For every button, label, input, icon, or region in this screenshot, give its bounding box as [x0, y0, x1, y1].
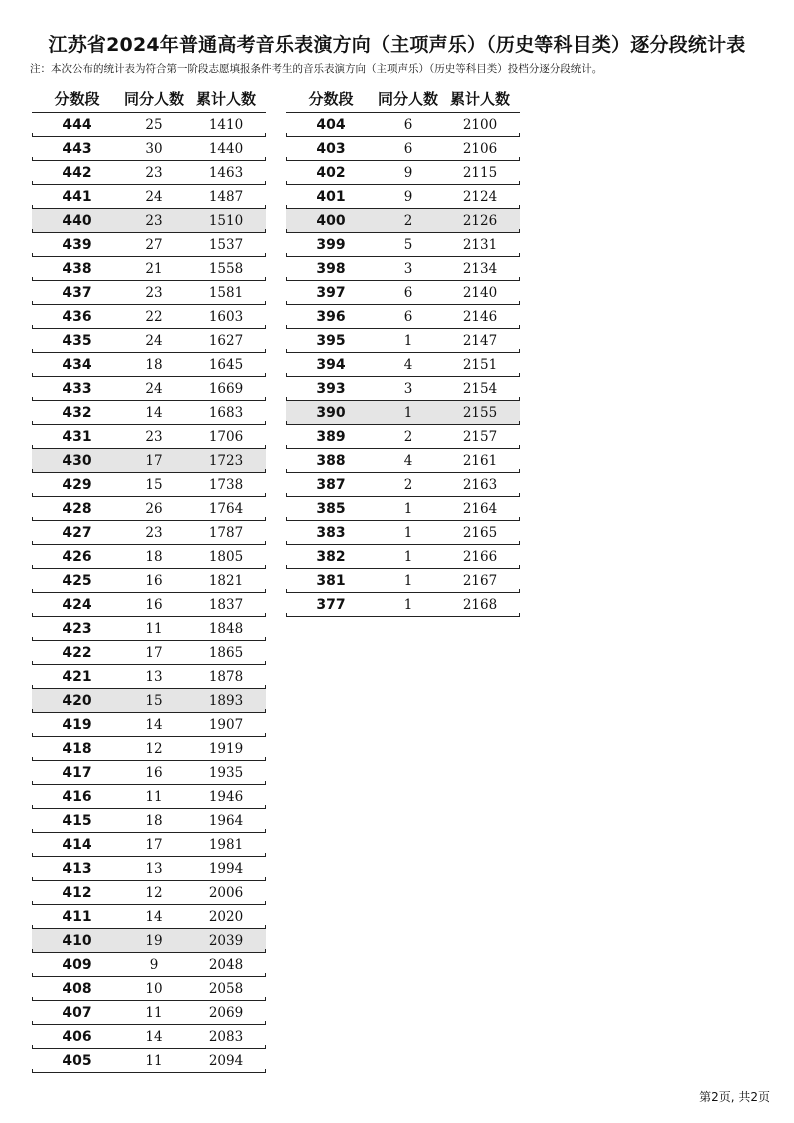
table-row: [286, 521, 520, 545]
cumulative-cell: 2069: [208, 1004, 244, 1021]
score-cell: 431: [62, 428, 92, 445]
table-row: [32, 185, 266, 209]
cumulative-cell: 1805: [208, 548, 244, 565]
header-cumulative: 累计人数: [449, 89, 510, 108]
table-header: [32, 84, 266, 113]
cumulative-cell: 1627: [208, 332, 244, 349]
cumulative-cell: 2094: [208, 1052, 244, 1069]
score-cell: 422: [62, 644, 92, 661]
score-cell: 442: [62, 164, 92, 181]
count-cell: 25: [145, 116, 163, 133]
cumulative-cell: 1440: [208, 140, 244, 157]
cumulative-cell: 1935: [208, 764, 244, 781]
score-cell: 389: [316, 428, 346, 445]
table-body: [32, 113, 266, 1073]
table-row: [32, 857, 266, 881]
table-row: [286, 161, 520, 185]
table-row: [32, 905, 266, 929]
table-row: [32, 449, 266, 473]
score-cell: 401: [316, 188, 346, 205]
score-cell: 429: [62, 476, 92, 493]
table-row: [32, 569, 266, 593]
score-cell: 387: [316, 476, 346, 493]
score-cell: 409: [62, 956, 92, 973]
table-row: [32, 137, 266, 161]
table-row: [32, 401, 266, 425]
header-score: 分数段: [308, 89, 354, 108]
count-cell: 14: [145, 716, 163, 733]
count-cell: 9: [403, 188, 413, 205]
table-row: [286, 401, 520, 425]
score-cell: 410: [62, 932, 92, 949]
table-row: [286, 281, 520, 305]
score-cell: 412: [62, 884, 92, 901]
cumulative-cell: 2147: [462, 332, 498, 349]
table-row: [286, 545, 520, 569]
count-cell: 2: [403, 428, 413, 445]
cumulative-cell: 2168: [462, 596, 498, 613]
cumulative-cell: 1878: [208, 668, 244, 685]
cumulative-cell: 1787: [208, 524, 244, 541]
score-cell: 388: [316, 452, 346, 469]
table-row: [286, 473, 520, 497]
count-cell: 1: [403, 524, 413, 541]
count-cell: 1: [403, 548, 413, 565]
cumulative-cell: 2048: [208, 956, 244, 973]
score-cell: 440: [62, 212, 92, 229]
count-cell: 2: [403, 476, 413, 493]
score-cell: 420: [62, 692, 92, 709]
cumulative-cell: 2100: [462, 116, 498, 133]
table-row: [286, 329, 520, 353]
table-row: [32, 761, 266, 785]
table-row: [32, 233, 266, 257]
count-cell: 2: [403, 212, 413, 229]
count-cell: 16: [145, 572, 163, 589]
count-cell: 27: [145, 236, 163, 253]
score-cell: 426: [62, 548, 92, 565]
table-row: [32, 1049, 266, 1073]
score-cell: 383: [316, 524, 346, 541]
count-cell: 11: [145, 1004, 163, 1021]
count-cell: 24: [145, 332, 163, 349]
score-cell: 405: [62, 1052, 92, 1069]
score-table-left: [32, 84, 266, 1073]
cumulative-cell: 2164: [462, 500, 498, 517]
score-cell: 444: [62, 116, 92, 133]
count-cell: 30: [145, 140, 163, 157]
table-row: [32, 977, 266, 1001]
cumulative-cell: 1723: [208, 452, 244, 469]
count-cell: 6: [403, 284, 413, 301]
table-row: [32, 281, 266, 305]
table-row: [32, 785, 266, 809]
table-row: [286, 185, 520, 209]
table-header: [286, 84, 520, 113]
score-cell: 419: [62, 716, 92, 733]
table-row: [32, 689, 266, 713]
count-cell: 9: [403, 164, 413, 181]
score-cell: 402: [316, 164, 346, 181]
count-cell: 3: [403, 380, 413, 397]
score-cell: 438: [62, 260, 92, 277]
table-row: [32, 953, 266, 977]
count-cell: 1: [403, 572, 413, 589]
table-row: [286, 593, 520, 617]
score-cell: 408: [62, 980, 92, 997]
cumulative-cell: 2151: [462, 356, 498, 373]
cumulative-cell: 1510: [208, 212, 244, 229]
table-row: [286, 113, 520, 137]
count-cell: 5: [403, 236, 413, 253]
cumulative-cell: 2020: [208, 908, 244, 925]
count-cell: 11: [145, 620, 163, 637]
count-cell: 18: [145, 548, 163, 565]
count-cell: 16: [145, 764, 163, 781]
header-score: 分数段: [54, 89, 100, 108]
count-cell: 1: [403, 596, 413, 613]
table-row: [286, 305, 520, 329]
cumulative-cell: 2157: [462, 428, 498, 445]
cumulative-cell: 1603: [208, 308, 244, 325]
count-cell: 23: [145, 428, 163, 445]
table-row: [32, 209, 266, 233]
cumulative-cell: 1764: [208, 500, 244, 517]
cumulative-cell: 1463: [208, 164, 244, 181]
table-row: [286, 425, 520, 449]
count-cell: 6: [403, 140, 413, 157]
table-row: [32, 257, 266, 281]
count-cell: 9: [149, 956, 159, 973]
cumulative-cell: 1837: [208, 596, 244, 613]
table-row: [286, 137, 520, 161]
cumulative-cell: 2039: [208, 932, 244, 949]
count-cell: 17: [145, 452, 163, 469]
table-row: [286, 497, 520, 521]
count-cell: 26: [145, 500, 163, 517]
count-cell: 14: [145, 404, 163, 421]
count-cell: 23: [145, 164, 163, 181]
score-cell: 435: [62, 332, 92, 349]
cumulative-cell: 2166: [462, 548, 498, 565]
cumulative-cell: 2106: [462, 140, 498, 157]
table-row: [286, 233, 520, 257]
score-cell: 421: [62, 668, 92, 685]
score-cell: 437: [62, 284, 92, 301]
count-cell: 23: [145, 212, 163, 229]
score-cell: 416: [62, 788, 92, 805]
score-cell: 385: [316, 500, 346, 517]
cumulative-cell: 1821: [208, 572, 244, 589]
count-cell: 12: [145, 740, 163, 757]
count-cell: 1: [403, 404, 413, 421]
score-cell: 390: [316, 404, 346, 421]
document-title: 江苏省2024年普通高考音乐表演方向（主项声乐）（历史等科目类）逐分段统计表: [48, 34, 746, 56]
count-cell: 23: [145, 524, 163, 541]
score-cell: 411: [62, 908, 92, 925]
cumulative-cell: 1487: [208, 188, 244, 205]
count-cell: 24: [145, 380, 163, 397]
count-cell: 13: [145, 860, 163, 877]
count-cell: 4: [403, 452, 413, 469]
score-cell: 425: [62, 572, 92, 589]
cumulative-cell: 1865: [208, 644, 244, 661]
count-cell: 23: [145, 284, 163, 301]
score-table-right: [286, 84, 520, 617]
cumulative-cell: 1738: [208, 476, 244, 493]
count-cell: 1: [403, 332, 413, 349]
table-body: [286, 113, 520, 617]
cumulative-cell: 1893: [208, 692, 244, 709]
count-cell: 13: [145, 668, 163, 685]
table-row: [32, 641, 266, 665]
count-cell: 4: [403, 356, 413, 373]
table-row: [32, 881, 266, 905]
cumulative-cell: 1669: [208, 380, 244, 397]
count-cell: 16: [145, 596, 163, 613]
table-row: [286, 569, 520, 593]
score-cell: 415: [62, 812, 92, 829]
cumulative-cell: 1558: [208, 260, 244, 277]
table-row: [286, 209, 520, 233]
table-row: [32, 665, 266, 689]
table-row: [32, 305, 266, 329]
cumulative-cell: 1410: [208, 116, 244, 133]
cumulative-cell: 2167: [462, 572, 498, 589]
score-cell: 417: [62, 764, 92, 781]
score-cell: 436: [62, 308, 92, 325]
cumulative-cell: 2134: [462, 260, 498, 277]
count-cell: 24: [145, 188, 163, 205]
cumulative-cell: 2058: [208, 980, 244, 997]
table-row: [32, 497, 266, 521]
count-cell: 1: [403, 500, 413, 517]
cumulative-cell: 1919: [208, 740, 244, 757]
cumulative-cell: 1706: [208, 428, 244, 445]
score-cell: 413: [62, 860, 92, 877]
count-cell: 17: [145, 836, 163, 853]
page-number: 第2页, 共2页: [699, 1090, 770, 1104]
cumulative-cell: 1537: [208, 236, 244, 253]
table-row: [32, 929, 266, 953]
score-cell: 443: [62, 140, 92, 157]
cumulative-cell: 1994: [208, 860, 244, 877]
table-row: [32, 737, 266, 761]
score-cell: 381: [316, 572, 346, 589]
score-cell: 434: [62, 356, 92, 373]
count-cell: 12: [145, 884, 163, 901]
table-row: [32, 809, 266, 833]
count-cell: 14: [145, 1028, 163, 1045]
score-cell: 394: [316, 356, 346, 373]
cumulative-cell: 1964: [208, 812, 244, 829]
cumulative-cell: 2155: [462, 404, 498, 421]
cumulative-cell: 2163: [462, 476, 498, 493]
cumulative-cell: 1645: [208, 356, 244, 373]
score-cell: 423: [62, 620, 92, 637]
table-row: [32, 545, 266, 569]
table-row: [32, 353, 266, 377]
table-row: [32, 161, 266, 185]
score-cell: 432: [62, 404, 92, 421]
table-row: [286, 353, 520, 377]
cumulative-cell: 2165: [462, 524, 498, 541]
cumulative-cell: 2161: [462, 452, 498, 469]
cumulative-cell: 1581: [208, 284, 244, 301]
header-count: 同分人数: [123, 89, 184, 108]
score-cell: 427: [62, 524, 92, 541]
table-row: [32, 521, 266, 545]
table-row: [32, 833, 266, 857]
table-row: [286, 377, 520, 401]
table-row: [32, 377, 266, 401]
score-cell: 382: [316, 548, 346, 565]
table-row: [32, 329, 266, 353]
score-cell: 397: [316, 284, 346, 301]
score-cell: 414: [62, 836, 92, 853]
count-cell: 3: [403, 260, 413, 277]
count-cell: 11: [145, 1052, 163, 1069]
count-cell: 6: [403, 308, 413, 325]
table-row: [32, 473, 266, 497]
cumulative-cell: 1907: [208, 716, 244, 733]
header-cumulative: 累计人数: [195, 89, 256, 108]
table-row: [32, 593, 266, 617]
count-cell: 11: [145, 788, 163, 805]
score-cell: 393: [316, 380, 346, 397]
document-note: 注：本次公布的统计表为符合第一阶段志愿填报条件考生的音乐表演方向（主项声乐）（历史等科目类）投档分逐分段统计。: [30, 63, 603, 75]
count-cell: 10: [145, 980, 163, 997]
count-cell: 15: [145, 692, 163, 709]
cumulative-cell: 2115: [462, 164, 498, 181]
count-cell: 15: [145, 476, 163, 493]
score-cell: 439: [62, 236, 92, 253]
cumulative-cell: 2126: [462, 212, 498, 229]
count-cell: 22: [145, 308, 163, 325]
score-cell: 424: [62, 596, 92, 613]
table-row: [32, 1001, 266, 1025]
cumulative-cell: 2140: [462, 284, 498, 301]
score-cell: 403: [316, 140, 346, 157]
cumulative-cell: 2154: [462, 380, 498, 397]
score-cell: 430: [62, 452, 92, 469]
count-cell: 18: [145, 356, 163, 373]
table-row: [32, 617, 266, 641]
cumulative-cell: 1848: [208, 620, 244, 637]
score-cell: 395: [316, 332, 346, 349]
cumulative-cell: 1683: [208, 404, 244, 421]
cumulative-cell: 1946: [208, 788, 244, 805]
score-cell: 428: [62, 500, 92, 517]
table-row: [32, 113, 266, 137]
cumulative-cell: 1981: [208, 836, 244, 853]
table-row: [32, 425, 266, 449]
score-cell: 418: [62, 740, 92, 757]
score-cell: 399: [316, 236, 346, 253]
score-cell: 396: [316, 308, 346, 325]
cumulative-cell: 2006: [208, 884, 244, 901]
score-cell: 407: [62, 1004, 92, 1021]
table-row: [32, 713, 266, 737]
score-cell: 441: [62, 188, 92, 205]
cumulative-cell: 2146: [462, 308, 498, 325]
count-cell: 21: [145, 260, 163, 277]
score-cell: 406: [62, 1028, 92, 1045]
score-cell: 398: [316, 260, 346, 277]
table-row: [286, 257, 520, 281]
count-cell: 18: [145, 812, 163, 829]
count-cell: 19: [145, 932, 163, 949]
table-row: [32, 1025, 266, 1049]
score-cell: 433: [62, 380, 92, 397]
header-count: 同分人数: [377, 89, 438, 108]
score-cell: 377: [316, 596, 346, 613]
cumulative-cell: 2131: [462, 236, 498, 253]
count-cell: 14: [145, 908, 163, 925]
count-cell: 6: [403, 116, 413, 133]
score-cell: 404: [316, 116, 346, 133]
score-cell: 400: [316, 212, 346, 229]
count-cell: 17: [145, 644, 163, 661]
table-row: [286, 449, 520, 473]
cumulative-cell: 2124: [462, 188, 498, 205]
cumulative-cell: 2083: [208, 1028, 244, 1045]
